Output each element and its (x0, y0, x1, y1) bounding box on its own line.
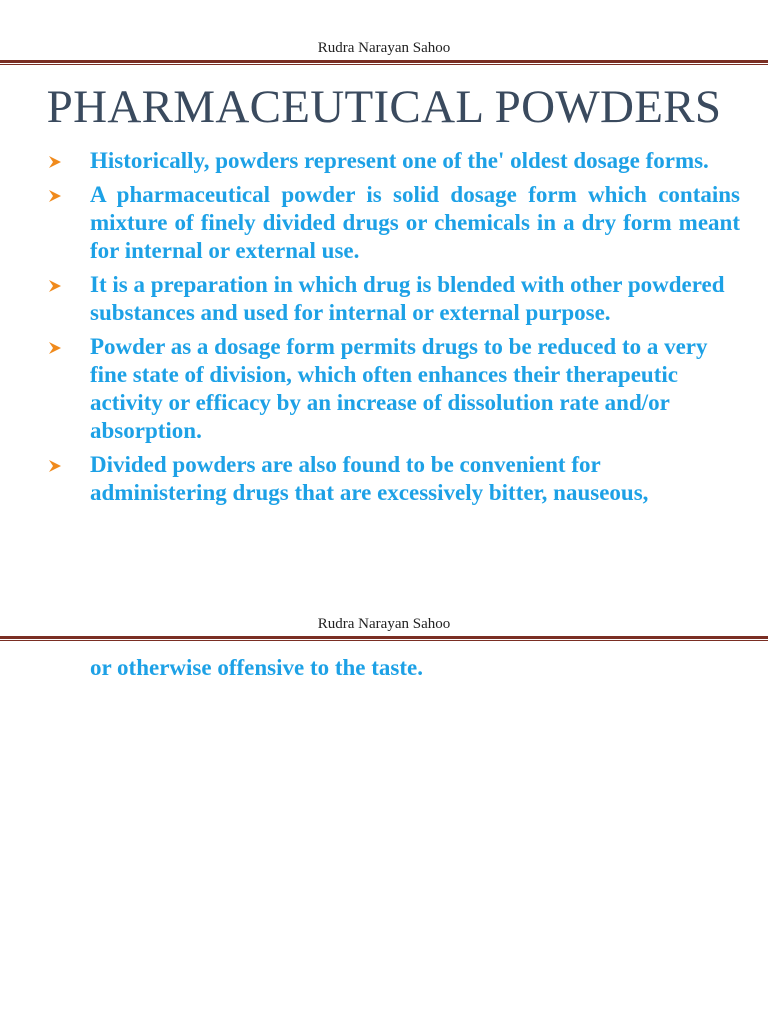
page-title: PHARMACEUTICAL POWDERS (46, 81, 722, 133)
list-item (47, 451, 740, 507)
bullet-text: Powder as a dosage form permits drugs to be reduced to a very fine state of division, which often enhances their therapeutic activity or efficacy by an increase of dissolution rate and/or absorption. (90, 334, 708, 443)
list-item (47, 333, 740, 445)
list-item (47, 147, 740, 175)
continuation-text: or otherwise offensive to the taste. (90, 655, 423, 680)
bullet-text: A pharmaceutical powder is solid dosage form which contains mixture of finely divided drugs or chemicals in a dry form meant for internal or external use. (90, 182, 740, 263)
arrowhead-bullet-icon (47, 278, 63, 294)
page2-header-author: Rudra Narayan Sahoo (317, 616, 451, 632)
bullet-list (47, 147, 740, 513)
page-header-author: Rudra Narayan Sahoo (317, 40, 451, 56)
arrowhead-bullet-icon (47, 188, 63, 204)
arrowhead-bullet-icon (47, 154, 63, 170)
arrowhead-bullet-icon (47, 458, 63, 474)
list-item (47, 271, 740, 327)
bullet-text: It is a preparation in which drug is blended with other powdered substances and used for internal or external purpose. (90, 272, 725, 325)
page2-header-rule (0, 636, 768, 642)
list-item (47, 181, 740, 265)
header-rule (0, 60, 768, 66)
bullet-text: Historically, powders represent one of the' oldest dosage forms. (90, 148, 709, 173)
arrowhead-bullet-icon (47, 340, 63, 356)
bullet-text: Divided powders are also found to be convenient for administering drugs that are excessively bitter, nauseous, (90, 452, 649, 505)
